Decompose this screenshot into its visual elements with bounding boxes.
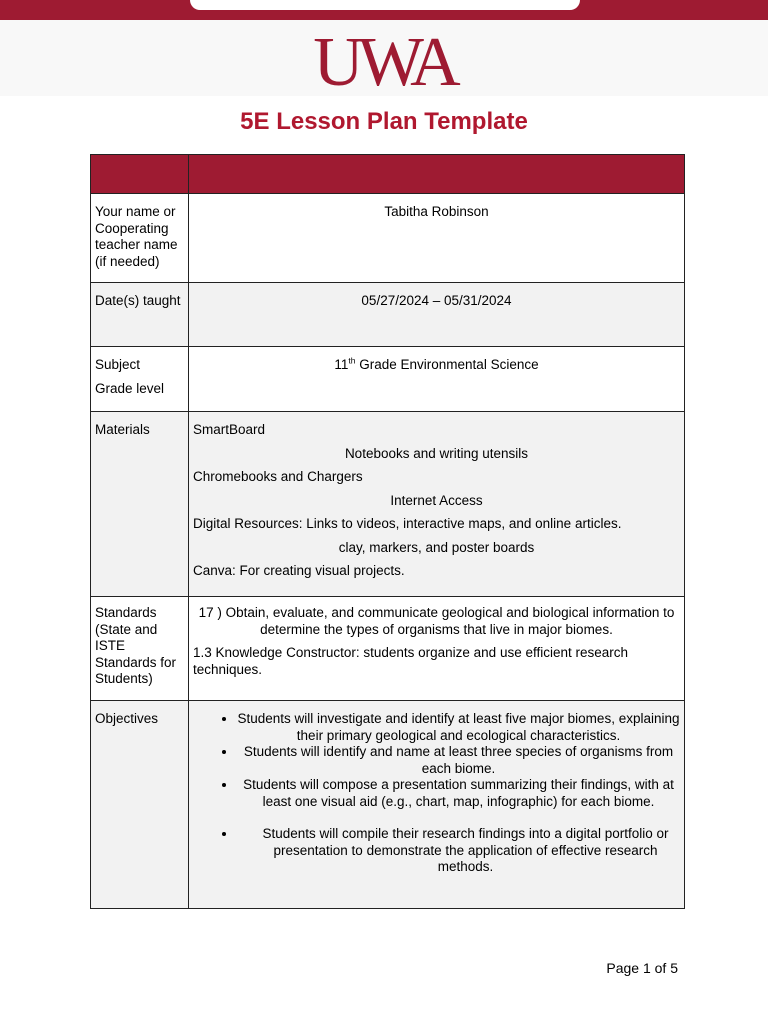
objective-item: • Students will identify and name at least three species of organisms from each biome. xyxy=(237,744,680,777)
row-name xyxy=(91,194,685,283)
subject-label: Subject xyxy=(95,357,141,372)
material-item: Digital Resources: Links to videos, interactive maps, and online articles. xyxy=(193,516,622,531)
dates-taught: 05/27/2024 – 05/31/2024 xyxy=(189,283,685,347)
row-label: Date(s) taught xyxy=(91,283,189,347)
grade-suffix: th xyxy=(348,355,356,366)
grade-level-label: Grade level xyxy=(95,380,165,396)
subject-value xyxy=(189,347,685,412)
subject-name: Grade Environmental Science xyxy=(355,357,539,372)
grade-number: 11 xyxy=(334,357,349,372)
row-standards xyxy=(91,597,685,701)
page-title: 5E Lesson Plan Template xyxy=(240,108,528,135)
row-label: Materials xyxy=(91,412,189,597)
header-cell-label xyxy=(91,155,189,194)
material-item: Canva: For creating visual projects. xyxy=(193,563,405,578)
row-materials xyxy=(91,412,685,597)
material-item: Chromebooks and Chargers xyxy=(193,469,363,484)
header-tab xyxy=(190,0,580,10)
uwa-logo: UWA xyxy=(313,24,455,101)
row-label-cell xyxy=(91,347,189,412)
row-objectives xyxy=(91,701,685,909)
table-header-row xyxy=(91,155,685,194)
row-subject xyxy=(91,347,685,412)
objectives-list xyxy=(189,701,685,909)
row-label: Objectives xyxy=(91,701,189,909)
standard-item: 1.3 Knowledge Constructor: students organize and use efficient research techniques. xyxy=(193,645,629,677)
row-dates xyxy=(91,283,685,347)
material-item: Internet Access xyxy=(390,492,483,508)
objective-item: • Students will investigate and identify at least five major biomes, explaining their primary geological and ecological characteristics. xyxy=(237,711,680,744)
row-label: Standards (State and ISTE Standards for Students) xyxy=(91,597,189,701)
material-item: SmartBoard xyxy=(193,422,266,437)
page-number: Page 1 of 5 xyxy=(606,960,678,976)
header-cell-value xyxy=(189,155,685,194)
material-item: Notebooks and writing utensils xyxy=(344,445,529,461)
objective-item: • Students will compile their research findings into a digital portfolio or presentation to demonstrate the application of effective research methods. xyxy=(237,826,680,876)
materials-list xyxy=(189,412,685,597)
objective-item: • Students will compose a presentation summarizing their findings, with at least one visual aid (e.g., chart, map, infographic) for each biome. xyxy=(237,777,680,810)
standard-item: 17 ) Obtain, evaluate, and communicate geological and biological information to determine the types of organisms that live in major biomes. xyxy=(198,605,675,637)
material-item: clay, markers, and poster boards xyxy=(338,539,535,555)
teacher-name: Tabitha Robinson xyxy=(189,194,685,283)
standards-list xyxy=(189,597,685,701)
row-label: Your name or Cooperating teacher name (if needed) xyxy=(91,194,189,283)
lesson-plan-table xyxy=(90,154,685,909)
